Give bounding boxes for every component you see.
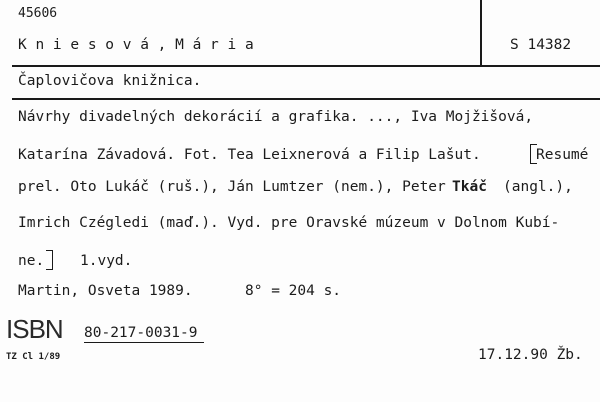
bracket-close: [46, 250, 53, 270]
description-line-5: ne.: [18, 253, 45, 269]
description-line-3: prel. Oto Lukáč (ruš.), Ján Lumtzer (nem.), Peter: [18, 179, 446, 195]
title-line: Čaplovičova knižnica.: [18, 73, 202, 89]
isbn-number: 80-217-0031-9: [84, 325, 198, 341]
title-rule: [12, 98, 600, 100]
description-line-4: Imrich Czégledi (maď.). Vyd. pre Oravské múzeum v Dolnom Kubí-: [18, 215, 560, 231]
vertical-divider: [480, 0, 482, 66]
description-line-3-end: (angl.),: [503, 179, 573, 195]
header-rule: [12, 65, 600, 67]
resume-label: Resumé: [536, 147, 589, 163]
edition: 1.vyd.: [80, 253, 133, 269]
imprint: Martin, Osveta 1989.: [18, 283, 193, 299]
translator-name: Tkáč: [452, 179, 487, 195]
print-code: TZ Cl 1/89: [6, 352, 61, 362]
isbn-underline: [84, 342, 204, 343]
description-line-1: Návrhy divadelných dekorácií a grafika. ..., Iva Mojžišová,: [18, 109, 534, 125]
author-name: K n i e s o v á , M á r i a: [18, 37, 254, 53]
format: 8° = 204 s.: [245, 283, 342, 299]
catalog-date: 17.12.90 Žb.: [478, 347, 583, 363]
isbn-logo: ISBN: [6, 314, 63, 344]
shelf-mark: S 14382: [510, 37, 572, 53]
record-number: 45606: [18, 6, 58, 21]
description-line-2: Katarína Závadová. Fot. Tea Leixnerová a Filip Lašut.: [18, 147, 481, 163]
